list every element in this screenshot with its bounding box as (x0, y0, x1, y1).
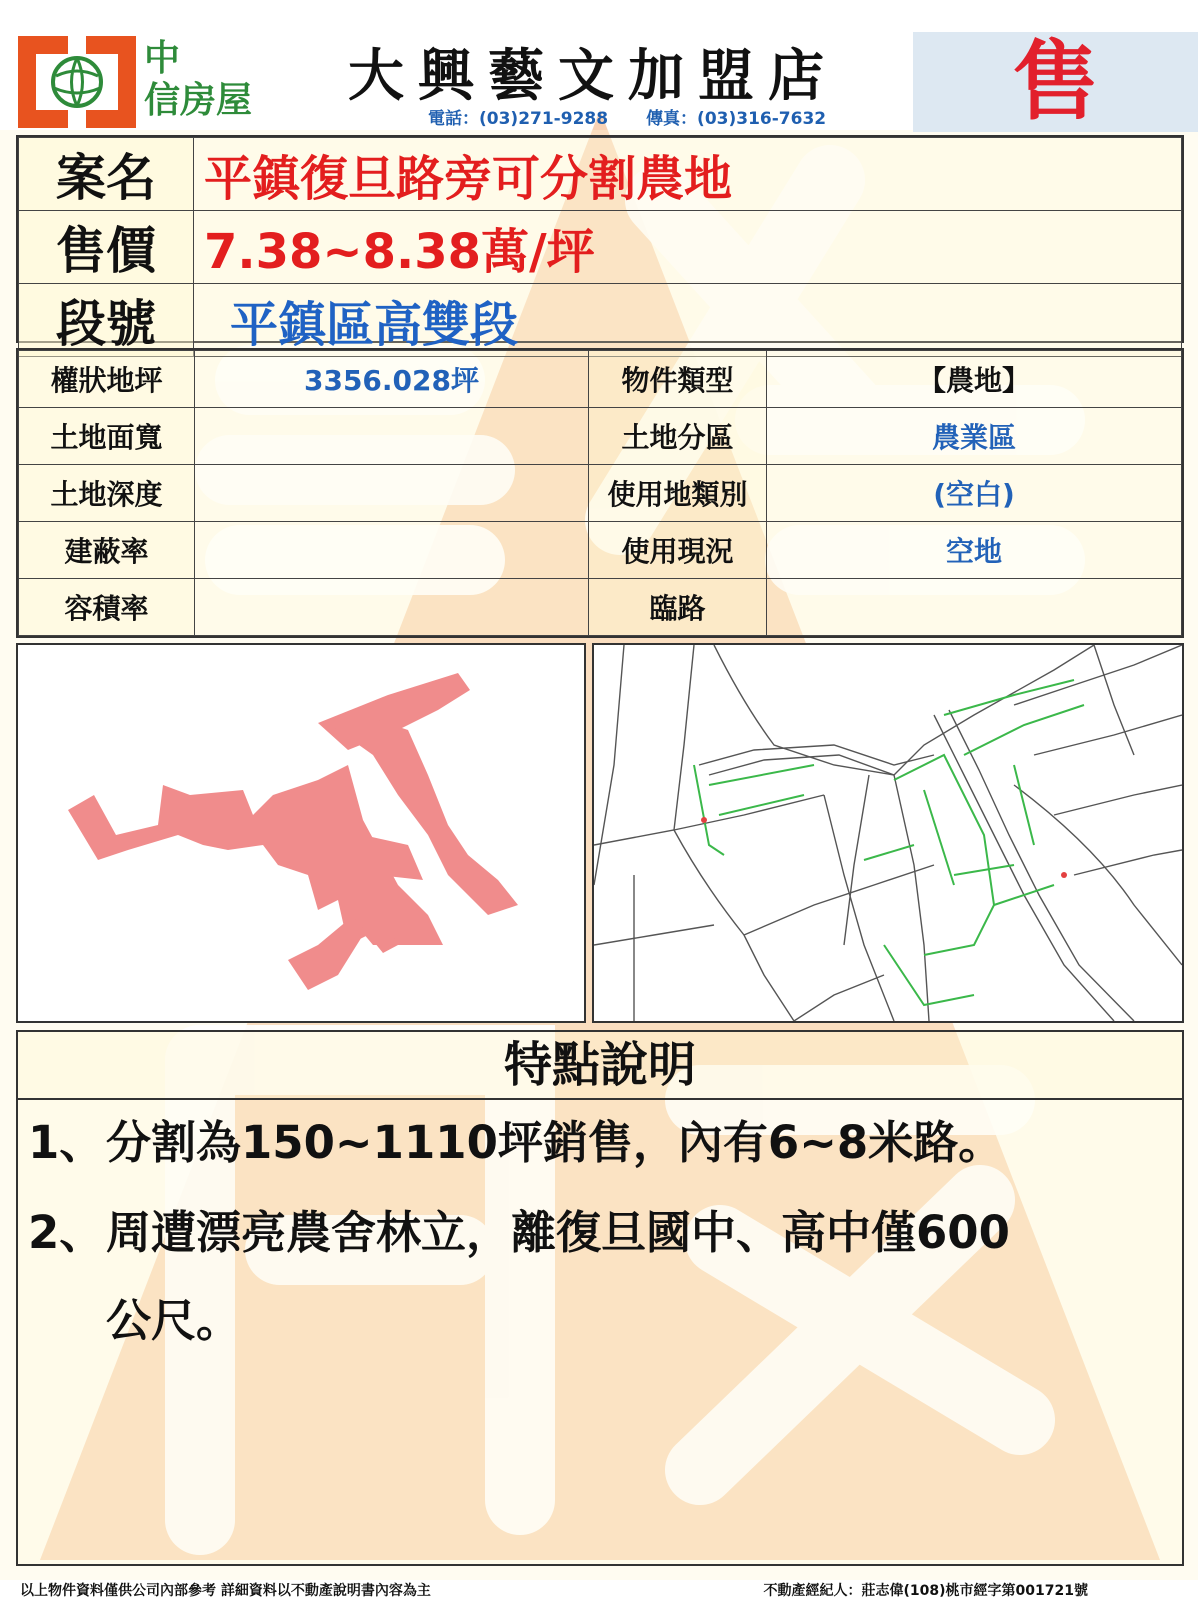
logo-mark-icon (18, 36, 136, 128)
store-name: 大興藝文加盟店 (348, 44, 838, 109)
land-depth-value (195, 465, 589, 522)
header (18, 32, 1180, 132)
parcel-shape (18, 645, 584, 1021)
property-type-value: 【農地】 (767, 351, 1182, 408)
floor-area-ratio-label: 容積率 (19, 579, 195, 636)
land-width-value (195, 408, 589, 465)
floor-area-ratio-value (195, 579, 589, 636)
feature-number: 2、 (28, 1206, 105, 1259)
feature-text: 公尺。 (106, 1294, 242, 1347)
contact-info (428, 104, 826, 129)
company-logo (18, 36, 298, 128)
logo-line2: 信房屋 (144, 80, 253, 121)
section-label: 段號 (19, 284, 194, 357)
fax-number: 傳真：(03)316-7632 (646, 109, 827, 129)
road-frontage-label: 臨路 (589, 579, 767, 636)
case-name-row (19, 138, 1182, 211)
detail-row (19, 408, 1182, 465)
sale-badge (913, 32, 1198, 132)
zoning-label: 土地分區 (589, 408, 767, 465)
feature-number: 1、 (28, 1116, 105, 1169)
features-title: 特點說明 (503, 1037, 696, 1093)
road-frontage-value (767, 579, 1182, 636)
features-header (16, 1030, 1184, 1100)
feature-item (28, 1284, 241, 1349)
land-width-label: 土地面寬 (19, 408, 195, 465)
land-depth-label: 土地深度 (19, 465, 195, 522)
land-use-category-value: (空白) (767, 465, 1182, 522)
coverage-ratio-label: 建蔽率 (19, 522, 195, 579)
phone-number: 電話：(03)271-9288 (428, 109, 609, 129)
property-type-label: 物件類型 (589, 351, 767, 408)
price-label: 售價 (19, 211, 194, 284)
land-use-category-label: 使用地類別 (589, 465, 767, 522)
section-value: 平鎮區高雙段 (230, 296, 519, 353)
footer-disclaimer: 以上物件資料僅供公司內部參考 詳細資料以不動產說明書內容為主 (20, 1583, 431, 1599)
feature-item (28, 1196, 1010, 1261)
land-area-label: 權狀地坪 (19, 351, 195, 408)
feature-text: 周遭漂亮農舍林立，離復旦國中、高中僅600 (106, 1206, 1010, 1259)
coverage-ratio-value (195, 522, 589, 579)
land-area-value: 3356.028坪 (195, 351, 589, 408)
detail-row (19, 522, 1182, 579)
zoning-value: 農業區 (767, 408, 1182, 465)
cadastral-map-image (592, 643, 1184, 1023)
detail-table (16, 348, 1184, 638)
detail-row (19, 579, 1182, 636)
features-body (16, 1098, 1184, 1566)
feature-text: 分割為150~1110坪銷售，內有6~8米路。 (106, 1116, 1004, 1169)
logo-line1: 中 (144, 38, 181, 79)
price-row (19, 211, 1182, 284)
sale-label: 售 (1012, 32, 1099, 132)
feature-item (28, 1106, 1003, 1171)
footer-agent-license: 不動產經紀人：莊志偉(108)桃市經字第001721號 (763, 1583, 1088, 1599)
cadastral-map (594, 645, 1182, 1021)
case-name-label: 案名 (19, 138, 194, 211)
logo-text (144, 38, 304, 122)
price-value: 7.38~8.38萬/坪 (204, 223, 595, 280)
summary-table (16, 135, 1184, 353)
parcel-shape-image (16, 643, 586, 1023)
current-use-value: 空地 (767, 522, 1182, 579)
current-use-label: 使用現況 (589, 522, 767, 579)
detail-row (19, 351, 1182, 408)
case-name-value: 平鎮復旦路旁可分割農地 (204, 150, 733, 207)
detail-row (19, 465, 1182, 522)
section-row (19, 284, 1182, 357)
